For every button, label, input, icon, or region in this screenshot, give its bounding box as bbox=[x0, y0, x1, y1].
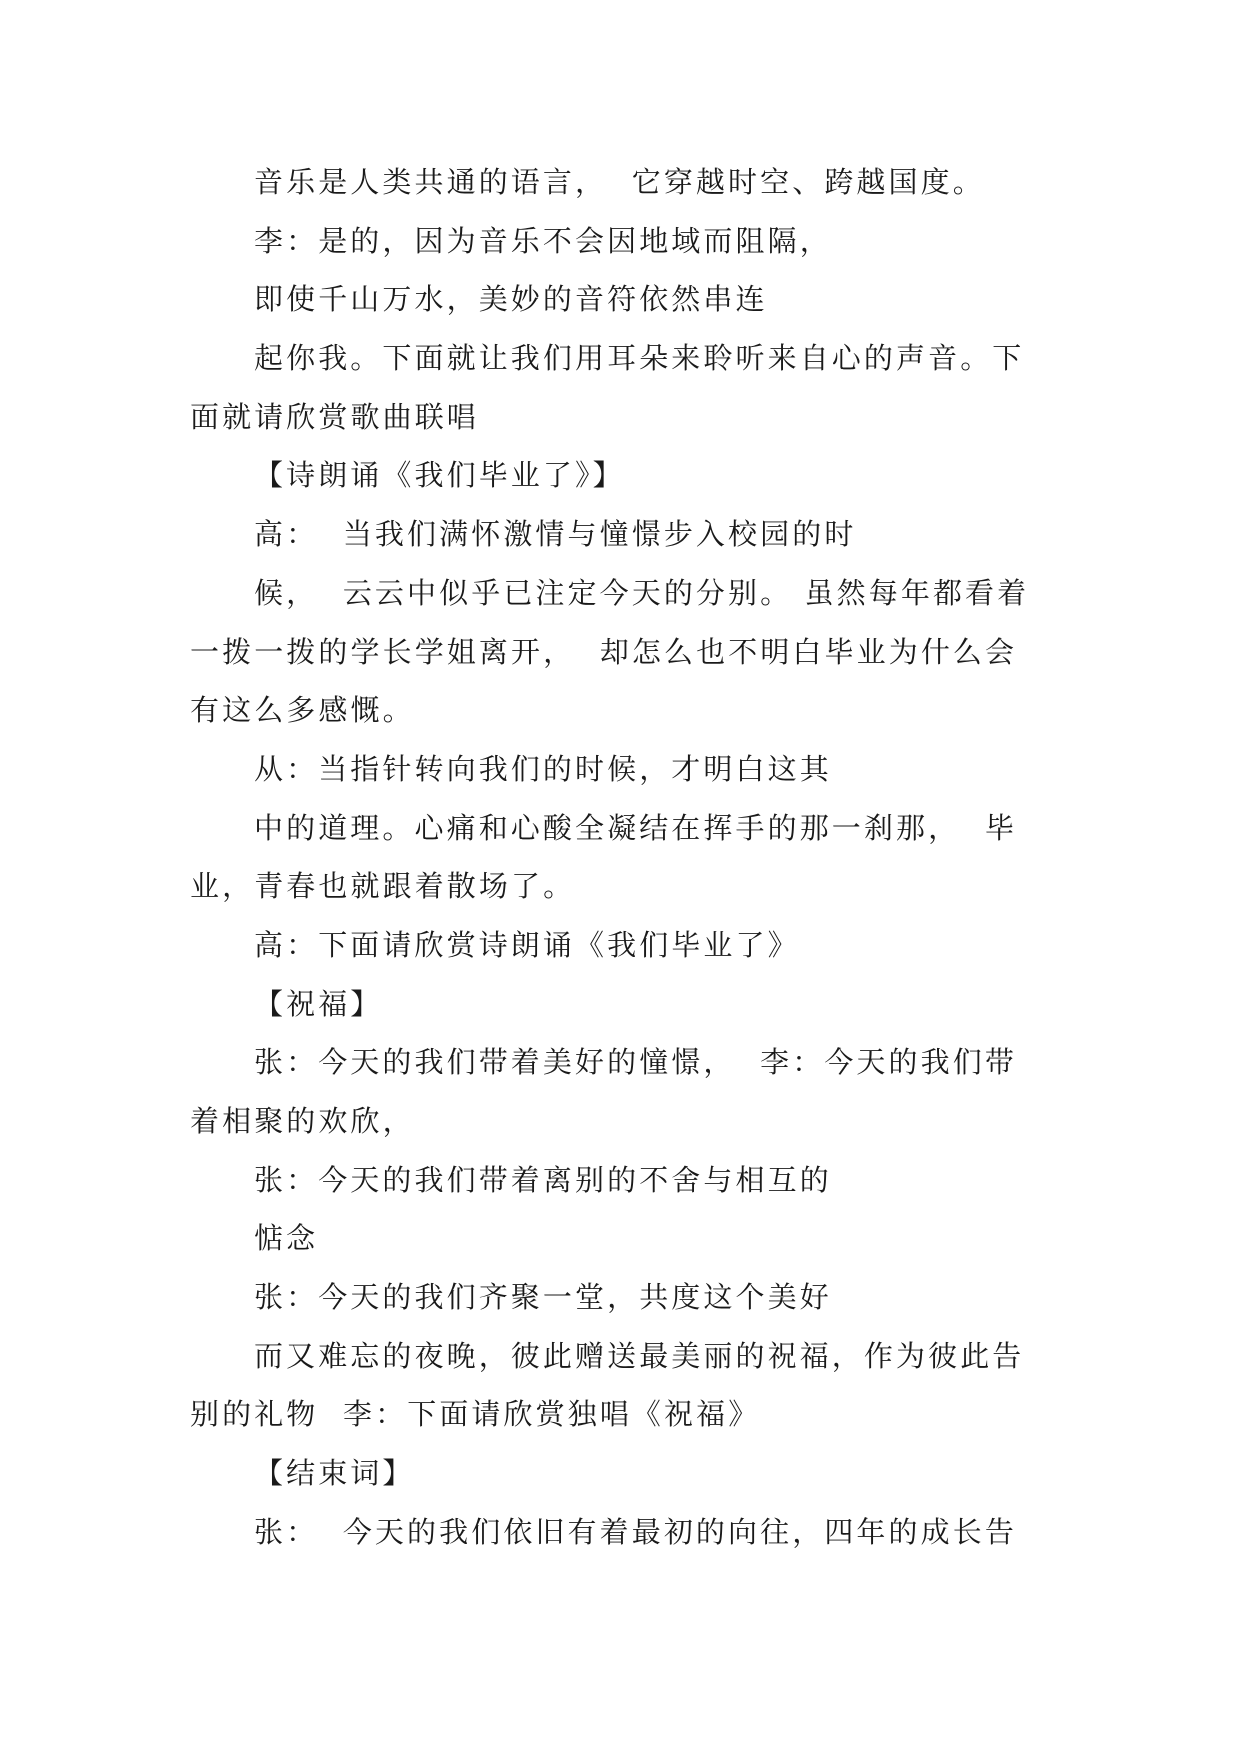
paragraph-line: 面就请欣赏歌曲联唱 bbox=[190, 399, 479, 434]
paragraph-line: 而又难忘的夜晚，彼此赠送最美丽的祝福，作为彼此告 bbox=[254, 1338, 1025, 1373]
paragraph-line: 即使千山万水，美妙的音符依然串连 bbox=[254, 282, 768, 317]
paragraph-line: 高：下面请欣赏诗朗诵《我们毕业了》 bbox=[254, 927, 800, 962]
paragraph-line: 候， 云云中似乎已注定今天的分别。 虽然每年都看着 bbox=[254, 575, 1030, 610]
paragraph-line: 一拨一拨的学长学姐离开， 却怎么也不明白毕业为什么会 bbox=[190, 634, 1018, 669]
paragraph-line: 着相聚的欢欣， bbox=[190, 1104, 415, 1138]
paragraph-line: 惦念 bbox=[254, 1221, 319, 1256]
paragraph-line: 中的道理。心痛和心酸全凝结在挥手的那一刹那， 毕 bbox=[254, 810, 1017, 845]
section-heading: 【诗朗诵《我们毕业了》】 bbox=[254, 458, 625, 493]
paragraph-line: 起你我。下面就让我们用耳朵来聆听来自心的声音。下 bbox=[254, 341, 1025, 376]
section-heading: 【结束词】 bbox=[254, 1456, 415, 1491]
paragraph-line: 从：当指针转向我们的时候，才明白这其 bbox=[254, 751, 832, 786]
paragraph-line: 张： 今天的我们依旧有着最初的向往，四年的成长告 bbox=[254, 1514, 1017, 1549]
document-body bbox=[190, 153, 1060, 1562]
paragraph-line: 有这么多感慨。 bbox=[190, 693, 415, 728]
paragraph-line: 高： 当我们满怀激情与憧憬步入校园的时 bbox=[254, 517, 857, 552]
paragraph-line: 张：今天的我们齐聚一堂，共度这个美好 bbox=[254, 1280, 832, 1315]
paragraph-line: 别的礼物 李：下面请欣赏独唱《祝福》 bbox=[190, 1397, 761, 1432]
paragraph-line: 张：今天的我们带着离别的不舍与相互的 bbox=[254, 1162, 832, 1197]
paragraph-line: 张：今天的我们带着美好的憧憬， 李：今天的我们带 bbox=[254, 1045, 1017, 1080]
section-heading: 【祝福】 bbox=[254, 986, 383, 1021]
paragraph-line: 音乐是人类共通的语言， 它穿越时空、跨越国度。 bbox=[254, 165, 985, 199]
paragraph-line: 李：是的，因为音乐不会因地域而阻隔， bbox=[254, 223, 832, 258]
paragraph-line: 业，青春也就跟着散场了。 bbox=[190, 869, 576, 904]
